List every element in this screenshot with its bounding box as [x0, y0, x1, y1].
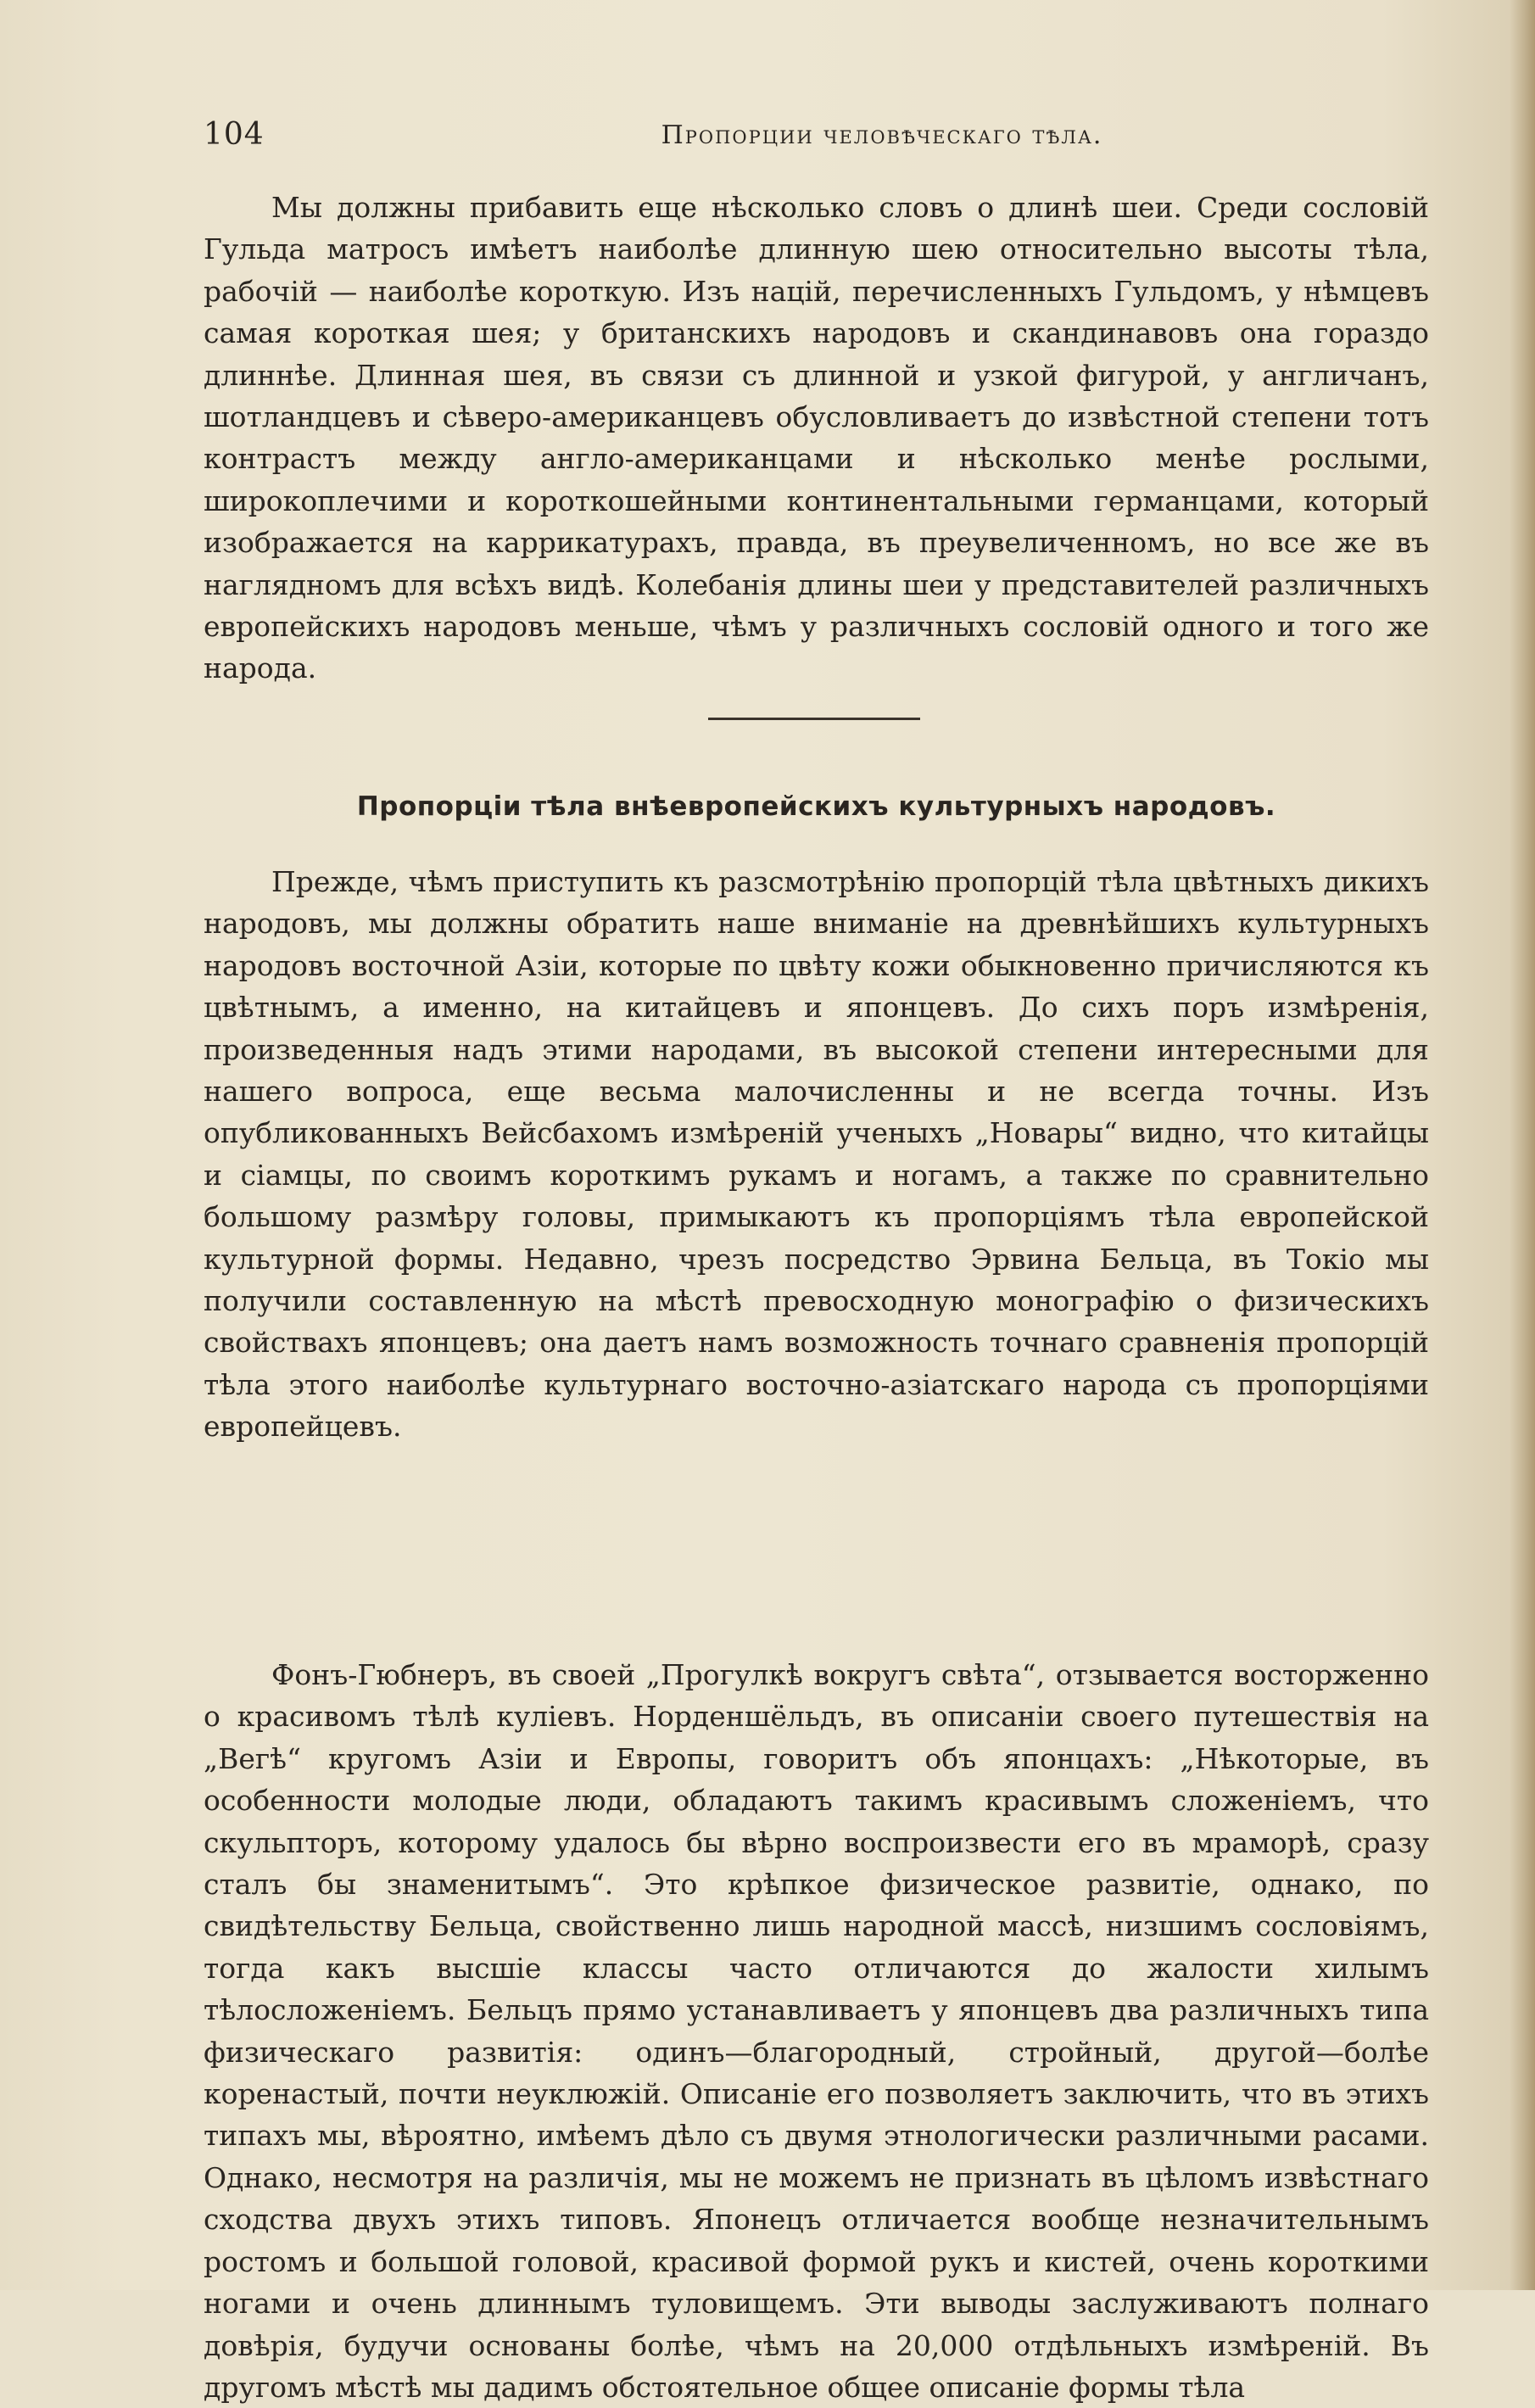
section-title: Пропорціи тѣла внѣевропейскихъ культурныхъ народовъ.: [356, 791, 1276, 822]
running-title: Пропорции человѣческаго тѣла.: [661, 120, 1103, 150]
page-number: 104: [204, 117, 265, 152]
paragraph-east-asia: Прежде, чѣмъ приступить къ разсмотрѣнію пропорцій тѣла цвѣтныхъ дикихъ народовъ, мы должны обратить наше вниманіе на древнѣйшихъ культурныхъ народовъ восточной Азіи, которые по цвѣту кожи обыкновенно причисляются къ цвѣтнымъ, а именно, на китайцевъ и японцевъ. До сихъ поръ измѣренія, произведенныя надъ этими народами, въ высокой степени интересными для нашего вопроса, еще весьма малочисленны и не всегда точны. Изъ опубликованныхъ Вейсбахомъ измѣреній ученыхъ „Новары“ видно, что китайцы и сіамцы, по своимъ короткимъ рукамъ и ногамъ, а также по сравнительно большому размѣру головы, примыкаютъ къ пропорціямъ тѣла европейской культурной формы. Недавно, чрезъ посредство Эрвина Бельца, въ Токіо мы получили составленную на мѣстѣ превосходную монографію о физическихъ свойствахъ японцевъ; она даетъ намъ возможность точнаго сравненія пропорцій тѣла этого наиболѣе культурнаго восточно-азіатскаго народа съ пропорціями европейцевъ.: [204, 865, 1429, 1444]
paragraph-neck-length: Мы должны прибавить еще нѣсколько словъ о длинѣ шеи. Среди сословій Гульда матросъ имѣетъ наиболѣе длинную шею относительно высоты тѣла, рабочій — наиболѣе короткую. Изъ націй, перечисленныхъ Гульдомъ, у нѣмцевъ самая короткая шея; у британскихъ народовъ и скандинавовъ она гораздо длиннѣе. Длинная шея, въ связи съ длинной и узкой фигурой, у англичанъ, шотландцевъ и сѣверо-американцевъ обусловливаетъ до извѣстной степени тотъ контрастъ между англо-американцами и нѣсколько менѣе рослыми, широкоплечими и короткошейными континентальными германцами, который изображается на каррикатурахъ, правда, въ преувеличенномъ, но все же въ наглядномъ для всѣхъ видѣ. Колебанія длины шеи у представителей различныхъ европейскихъ народовъ меньше, чѣмъ у различныхъ сословій одного и того же народа.: [204, 191, 1429, 685]
page-header: [204, 117, 1408, 159]
paragraph-japanese-physique: Фонъ-Гюбнеръ, въ своей „Прогулкѣ вокругъ свѣта“, отзывается восторженно о красивомъ тѣлѣ куліевъ. Норденшёльдъ, въ описаніи своего путешествія на „Вегѣ“ кругомъ Азіи и Европы, говоритъ объ японцахъ: „Нѣкоторые, въ особенности молодые люди, обладаютъ такимъ красивымъ сложеніемъ, что скульпторъ, которому удалось бы вѣрно воспроизвести его въ мраморѣ, сразу сталъ бы знаменитымъ“. Это крѣпкое физическое развитіе, однако, по свидѣтельству Бельца, свойственно лишь народной массѣ, низшимъ сословіямъ, тогда какъ высшіе классы часто отличаются до жалости хилымъ тѣлосложеніемъ. Бельцъ прямо устанавливаетъ у японцевъ два различныхъ типа физическаго развитія: одинъ—благородный, стройный, другой—болѣе коренастый, почти неуклюжій. Описаніе его позволяетъ заключить, что въ этихъ типахъ мы, вѣроятно, имѣемъ дѣло съ двумя этнологически различными расами. Однако, несмотря на различія, мы не можемъ не признать въ цѣломъ извѣстнаго сходства двухъ этихъ типовъ. Японецъ отличается вообще незначительнымъ ростомъ и большой головой, красивой формой рукъ и кистей, очень короткими ногами и очень длиннымъ туловищемъ. Эти выводы заслуживаютъ полнаго довѣрія, будучи основаны болѣе, чѣмъ на 20,000 отдѣльныхъ измѣреній. Въ другомъ мѣстѣ мы дадимъ обстоятельное общее описаніе формы тѣла: [204, 1658, 1429, 2404]
page-edge-shadow: [1510, 0, 1535, 2290]
section-divider: [708, 718, 920, 720]
